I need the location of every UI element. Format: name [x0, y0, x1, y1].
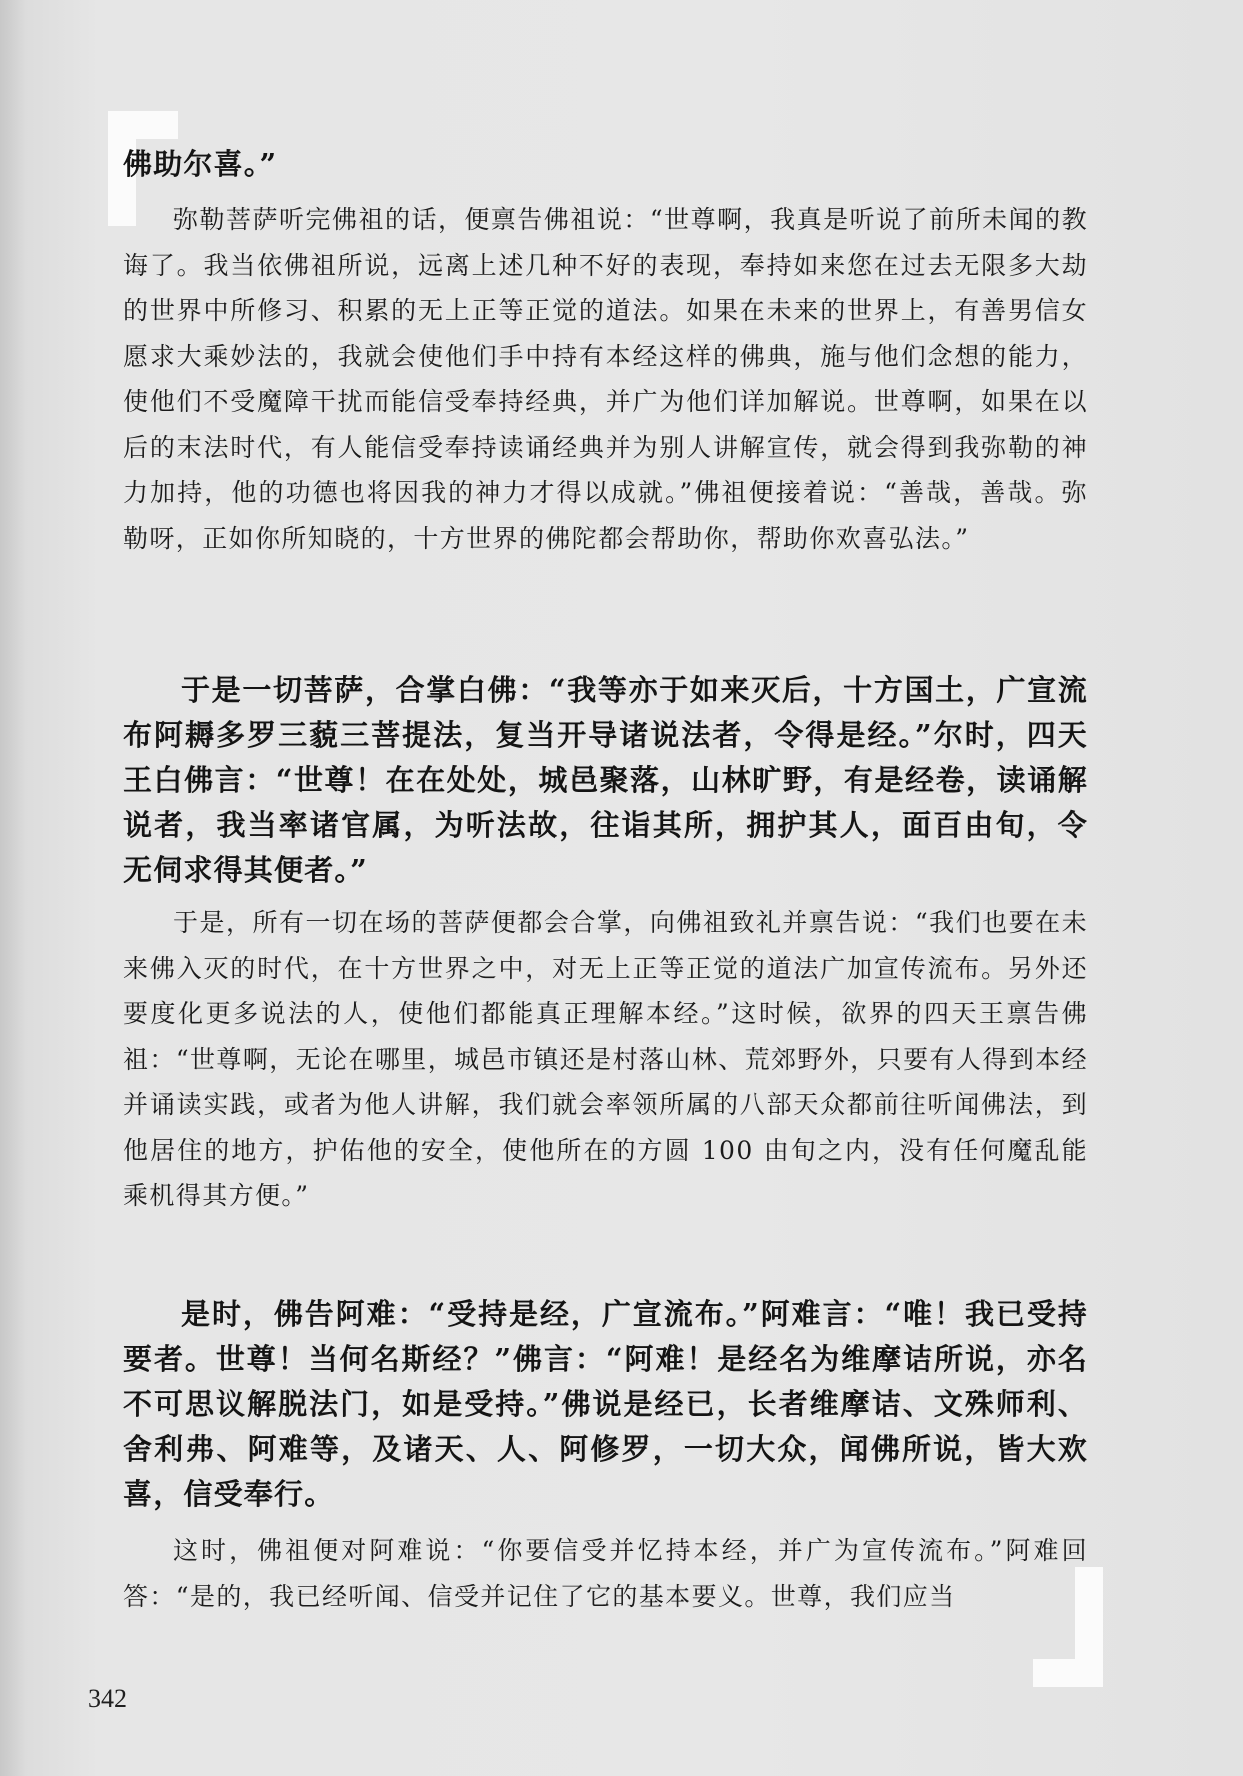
page-gutter-shadow: [0, 0, 26, 1776]
continued-sutra-line: 佛助尔喜。”: [123, 147, 278, 181]
sutra-text-2: 于是一切菩萨，合掌白佛：“我等亦于如来灭后，十方国土，广宣流布阿耨多罗三藐三菩提法，复当开导诸说法者，令得是经。”尔时，四天王白佛言：“世尊！在在处处，城邑聚落，山林旷野，有是经卷，读诵解说者，我当率诸官属，为听法故，往诣其所，拥护其人，面百由旬，令无伺求得其便者。”: [123, 673, 1088, 887]
translation-paragraph-1: [123, 197, 1088, 561]
continued-line: [123, 142, 1088, 187]
sutra-text-3: 是时，佛告阿难：“受持是经，广宣流布。”阿难言：“唯！我已受持要者。世尊！当何名斯经？”佛言：“阿难！是经名为维摩诘所说，亦名不可思议解脱法门，如是受持。”佛说是经已，长者维摩诘、文殊师利、舍利弗、阿难等，及诸天、人、阿修罗，一切大众，闻佛所说，皆大欢喜，信受奉行。: [123, 1297, 1088, 1511]
sutra-paragraph-3: [123, 1292, 1088, 1517]
corner-mark-horizontal: [1033, 1659, 1103, 1687]
translation-text-3: 这时，佛祖便对阿难说：“你要信受并忆持本经，并广为宣传流布。”阿难回答：“是的，我已经听闻、信受并记住了它的基本要义。世尊，我们应当: [123, 1536, 1088, 1611]
corner-mark-horizontal: [108, 111, 178, 139]
translation-paragraph-2: [123, 900, 1088, 1219]
bottom-right-corner-mark: [1033, 1567, 1103, 1687]
translation-text-2: 于是，所有一切在场的菩萨便都会合掌，向佛祖致礼并禀告说：“我们也要在未来佛入灭的时代，在十方世界之中，对无上正等正觉的道法广加宣传流布。另外还要度化更多说法的人，使他们都能真正理解本经。”这时候，欲界的四天王禀告佛祖：“世尊啊，无论在哪里，城邑市镇还是村落山林、荒郊野外，只要有人得到本经并诵读实践，或者为他人讲解，我们就会率领所属的八部天众都前往听闻佛法，到他居住的地方，护佑他的安全，使他所在的方圆 100 由旬之内，没有任何魔乱能乘机得其方便。”: [123, 908, 1088, 1210]
translation-paragraph-3: [123, 1528, 1088, 1619]
sutra-paragraph-2: [123, 668, 1088, 893]
translation-text-1: 弥勒菩萨听完佛祖的话，便禀告佛祖说：“世尊啊，我真是听说了前所未闻的教诲了。我当依佛祖所说，远离上述几种不好的表现，奉持如来您在过去无限多大劫的世界中所修习、积累的无上正等正觉的道法。如果在未来的世界上，有善男信女愿求大乘妙法的，我就会使他们手中持有本经这样的佛典，施与他们念想的能力，使他们不受魔障干扰而能信受奉持经典，并广为他们详加解说。世尊啊，如果在以后的末法时代，有人能信受奉持读诵经典并为别人讲解宣传，就会得到我弥勒的神力加持，他的功德也将因我的神力才得以成就。”佛祖便接着说：“善哉，善哉。弥勒呀，正如你所知晓的，十方世界的佛陀都会帮助你，帮助你欢喜弘法。”: [123, 205, 1088, 553]
page-number: 342: [88, 1684, 127, 1713]
